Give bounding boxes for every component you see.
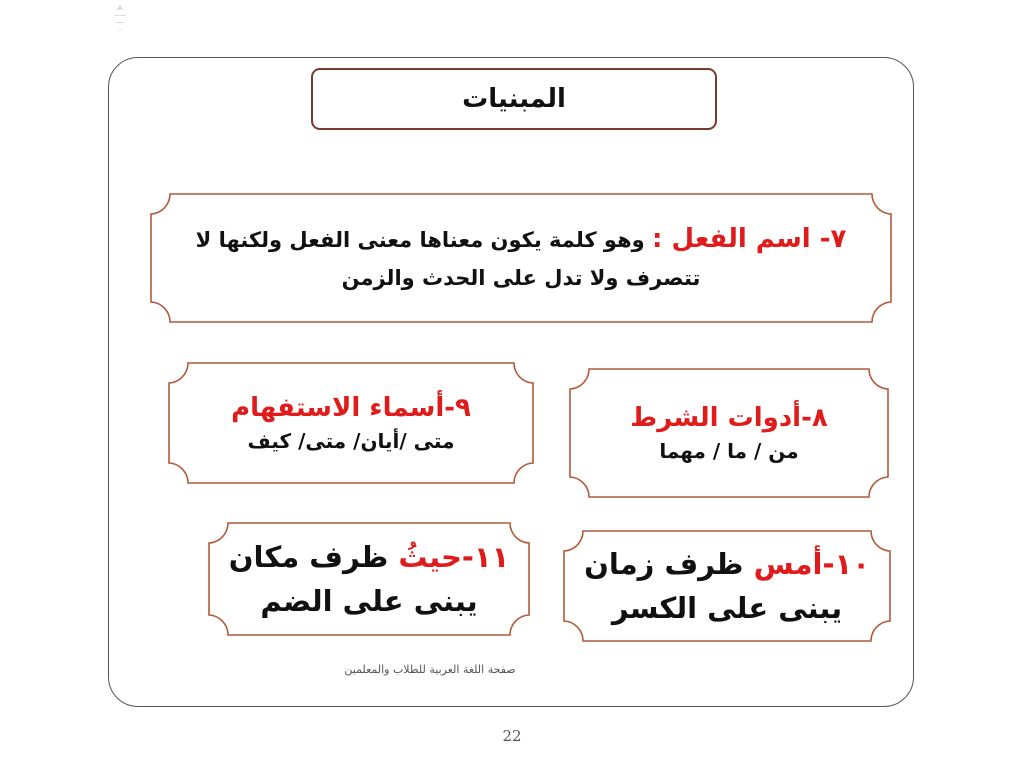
ams-type: ظرف زمان (584, 547, 744, 581)
interrogative-box (178, 366, 524, 480)
definition-line-2: تتصرف ولا تدل على الحدث والزمن (341, 265, 701, 290)
ams-line-1 (584, 542, 870, 586)
ams-box (571, 534, 883, 638)
ams-heading: ١٠-أمس (753, 547, 870, 581)
haythu-line-1 (229, 535, 510, 579)
interrogative-heading: ٩-أسماء الاستفهام (231, 393, 471, 423)
definition-box (160, 196, 882, 320)
page-number: 22 (502, 727, 522, 745)
definition-line-1 (196, 220, 847, 259)
conditional-examples: من / ما / مهما (659, 439, 799, 463)
haythu-heading: ١١-حيثُ (398, 540, 510, 574)
ams-line-2: يبنى على الكسر (611, 591, 843, 625)
footer-caption: صفحة اللغة العربية للطلاب والمعلمين (344, 663, 516, 676)
conditional-heading: ٨-أدوات الشرط (630, 403, 828, 433)
haythu-line-2: يبنى على الضم (260, 584, 478, 618)
haythu-type: ظرف مكان (228, 540, 389, 574)
interrogative-examples: متى /أيان/ متى/ كيف (247, 429, 455, 453)
conditional-box (579, 372, 879, 494)
definition-text-1: وهو كلمة يكون معناها معنى الفعل ولكنها لا (195, 227, 645, 252)
header-logo-mark: ⁂ —·— —— ··· (114, 6, 126, 33)
haythu-box (216, 526, 522, 632)
page-title: المبنيات (311, 68, 717, 130)
definition-heading: ٧- اسم الفعل : (652, 223, 847, 254)
